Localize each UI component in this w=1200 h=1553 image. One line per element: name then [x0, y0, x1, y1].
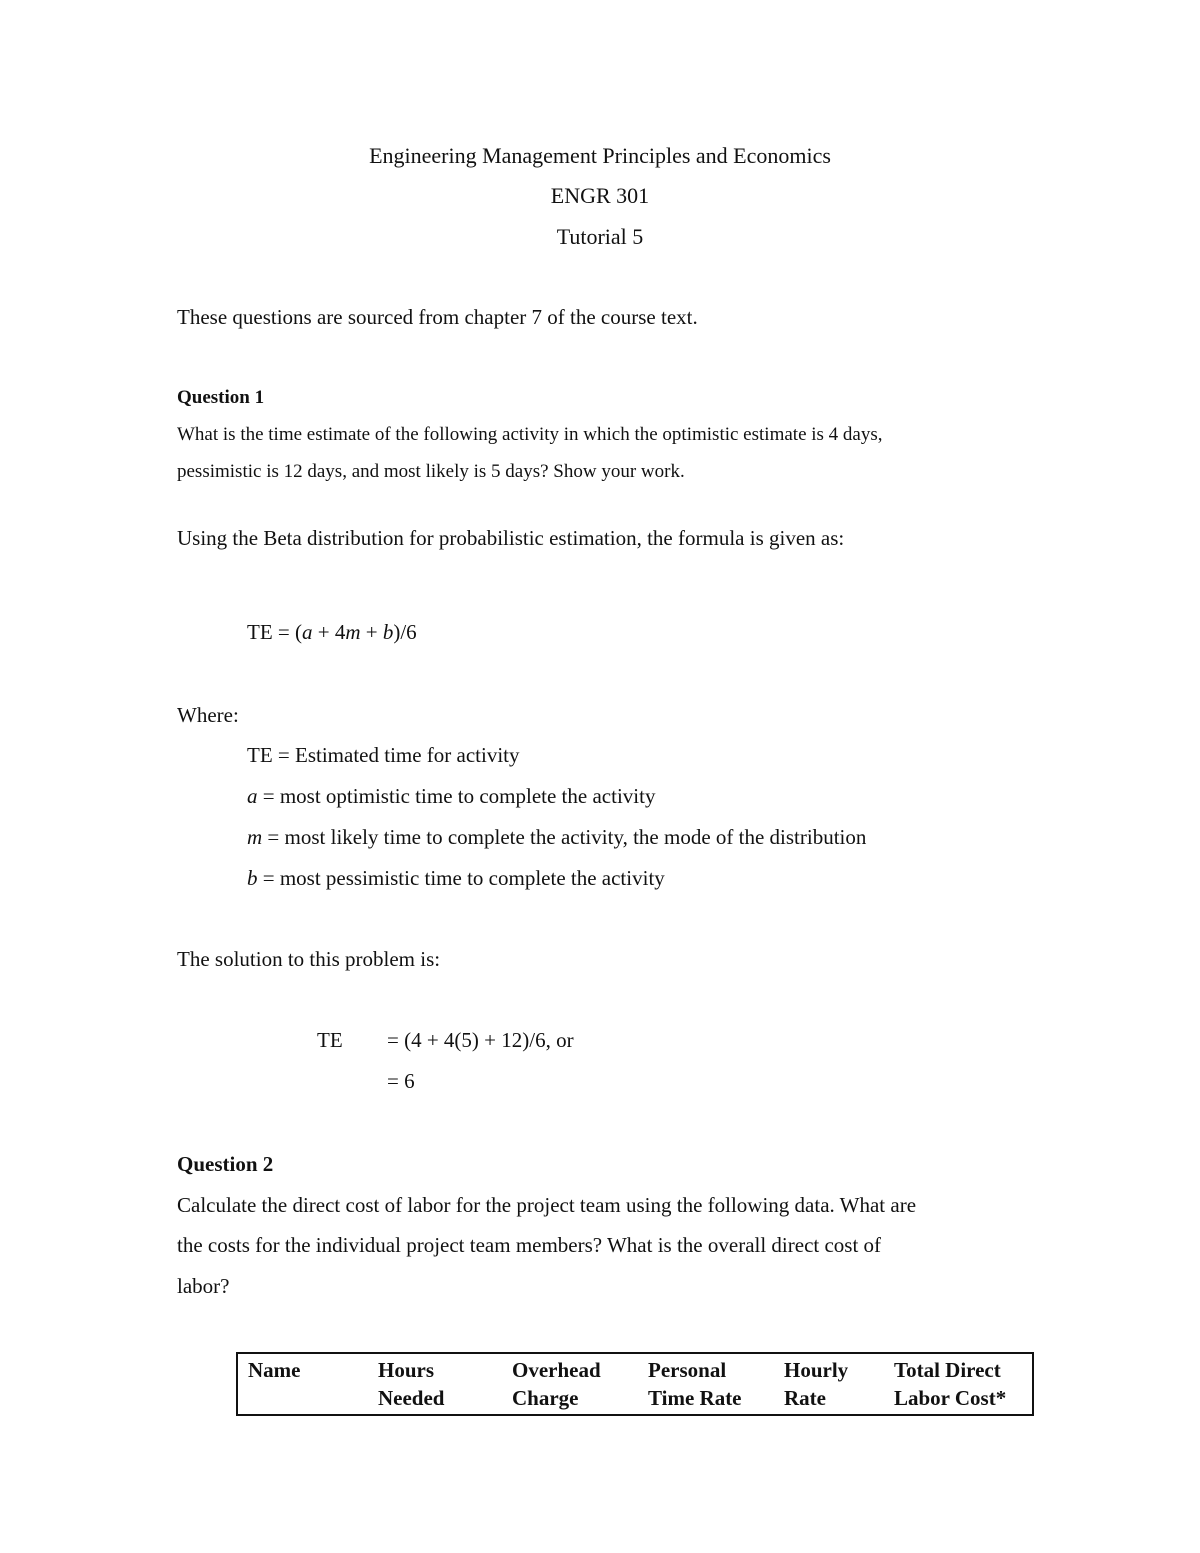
formula-var-b: b [382, 620, 394, 644]
question-2-text-line-3: labor? [177, 1274, 230, 1298]
formula-tail: )/6 [393, 620, 417, 644]
table-header-row [237, 1353, 1033, 1415]
formula-var-a: a [302, 620, 313, 644]
formula-plus-4: + 4 [312, 620, 346, 644]
definition-a-text: = most optimistic time to complete the activity [257, 784, 656, 808]
table-header-line: Charge [512, 1386, 579, 1410]
definition-te: TE = Estimated time for activity [247, 743, 520, 767]
question-2-text-line-2: the costs for the individual project team members? What is the overall direct cost of [177, 1233, 882, 1257]
question-2-text-line-1: Calculate the direct cost of labor for the project team using the following data. What are [177, 1193, 917, 1217]
table-header-line: Name [248, 1358, 301, 1382]
question-1-heading: Question 1 [177, 387, 265, 408]
table-header-overhead-charge [502, 1353, 638, 1415]
beta-formula [247, 620, 417, 645]
question-1-text-line-1: What is the time estimate of the following activity in which the optimistic estimate is 4 days, [177, 424, 883, 445]
table-header-line: Labor Cost* [894, 1386, 1007, 1410]
definition-m [247, 825, 866, 850]
question-2-heading: Question 2 [177, 1152, 274, 1176]
definition-b-var: b [247, 866, 258, 890]
solution-intro: The solution to this problem is: [177, 947, 441, 971]
table-header-personal-time-rate [638, 1353, 774, 1415]
table-header-line: Needed [378, 1386, 445, 1410]
labor-cost-table [236, 1352, 1034, 1416]
table-header-hours-needed [368, 1353, 502, 1415]
table-header-hourly-rate [774, 1353, 884, 1415]
table-header-line: Rate [784, 1386, 826, 1410]
table-header-line: Personal [648, 1358, 727, 1382]
table-header-total-direct-labor-cost [884, 1353, 1033, 1415]
definition-a-var: a [247, 784, 258, 808]
question-1-text-line-2: pessimistic is 12 days, and most likely is 5 days? Show your work. [177, 461, 685, 482]
table-header-line: Hours [378, 1358, 435, 1382]
table-header-line: Time Rate [648, 1386, 742, 1410]
where-label: Where: [177, 703, 239, 727]
definition-a [247, 784, 655, 809]
definition-b [247, 866, 665, 891]
definition-m-text: = most likely time to complete the activity, the mode of the distribution [262, 825, 867, 849]
formula-var-m: m [345, 620, 361, 644]
formula-lhs: TE = ( [247, 620, 302, 644]
table-header-name [237, 1353, 368, 1415]
course-code: ENGR 301 [550, 183, 650, 208]
solution-label: TE [317, 1028, 343, 1052]
table-header-line: Hourly [784, 1358, 849, 1382]
table-header-line: Overhead [512, 1358, 601, 1382]
beta-distribution-text: Using the Beta distribution for probabilistic estimation, the formula is given as: [177, 526, 845, 550]
solution-step-1: = (4 + 4(5) + 12)/6, or [387, 1028, 574, 1052]
intro-text: These questions are sourced from chapter 7 of the course text. [177, 305, 698, 329]
definition-m-var: m [247, 825, 263, 849]
solution-step-2: = 6 [387, 1069, 415, 1093]
definition-b-text: = most pessimistic time to complete the activity [257, 866, 665, 890]
document-title: Engineering Management Principles and Economics [369, 143, 831, 168]
tutorial-number: Tutorial 5 [556, 224, 644, 249]
table-header-line: Total Direct [894, 1358, 1001, 1382]
formula-plus: + [360, 620, 383, 644]
